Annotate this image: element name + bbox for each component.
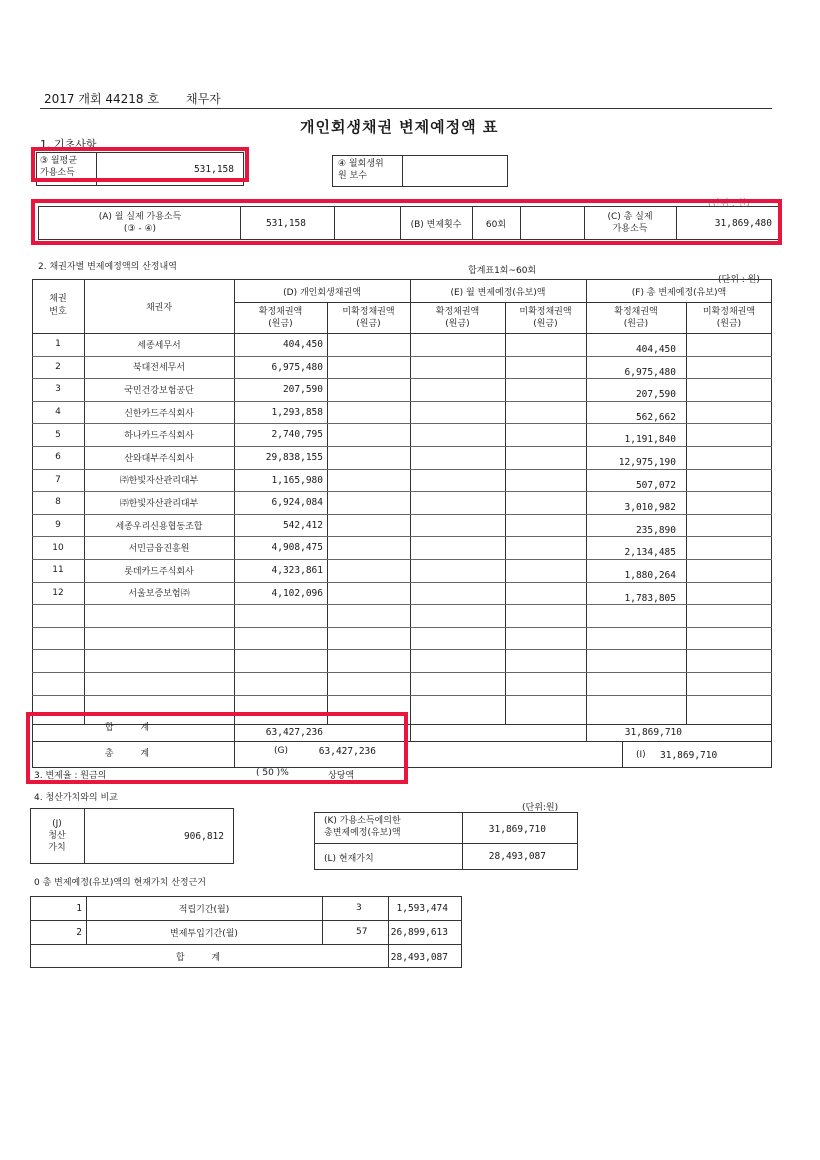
section4-heading: 4. 청산가치와의 비교 <box>34 793 118 803</box>
row-number: 12 <box>52 587 64 598</box>
pv-row-number: 1 <box>76 903 82 914</box>
total-repayment: 1,783,805 <box>624 592 676 604</box>
total-repayment: 2,134,485 <box>624 547 676 559</box>
col-no: 채권 번호 <box>49 294 67 317</box>
pv-row-value: 1,593,474 <box>396 903 448 914</box>
pv-row-months: 3 <box>356 903 362 913</box>
unit-note-1: (단위 : 원) <box>708 199 750 209</box>
section5-heading: 0 총 변제예정(유보)액의 현재가치 산정근거 <box>34 878 206 888</box>
f-confirmed-header: 확정채권액 (원금) <box>614 307 658 329</box>
creditor-name: 북대전세무서 <box>132 363 186 374</box>
total-repayment: 6,975,480 <box>624 366 676 378</box>
k-label: (K) 가용소득에의한 총변제예정(유보)액 <box>324 816 401 838</box>
row-number: 1 <box>55 339 61 350</box>
col-f: (F) 총 변제예정(유보)액 <box>631 287 727 298</box>
liquidation-value: 906,812 <box>183 831 224 842</box>
d-confirmed-header: 확정채권액 (원금) <box>258 307 303 329</box>
row-number: 4 <box>55 407 61 418</box>
pv-row-label: 변제투입기간(월) <box>170 928 238 939</box>
total-repayment: 12,975,190 <box>618 457 676 468</box>
k-value: 31,869,710 <box>488 824 546 835</box>
pv-row-label: 적립기간(월) <box>178 904 230 915</box>
confirmed-claim: 2,740,795 <box>271 429 323 441</box>
page-title: 개인회생채권 변제예정액 표 <box>300 118 499 136</box>
row-number: 11 <box>52 565 64 576</box>
confirmed-claim: 1,165,980 <box>271 474 323 486</box>
sum-label: 합 계 <box>104 722 162 733</box>
row-number: 9 <box>55 520 61 531</box>
confirmed-claim: 1,293,858 <box>271 406 323 418</box>
creditor-name: 하나카드주식회사 <box>124 431 194 442</box>
l-value: 28,493,087 <box>488 851 546 862</box>
total-g-value: 63,427,236 <box>318 746 376 757</box>
col-e: (E) 월 변제예정(유보)액 <box>450 287 546 298</box>
section2-unit: (단위 : 원) <box>718 275 760 285</box>
pv-sum-label: 합 계 <box>175 952 233 963</box>
total-income-label: (C) 총 실제 가용소득 <box>607 212 653 234</box>
total-g-label: (G) <box>274 746 288 756</box>
creditor-name: 세종우리신용협동조합 <box>115 521 203 532</box>
row-number: 8 <box>55 497 61 508</box>
creditor-name: 서민금융진흥원 <box>128 544 190 555</box>
total-repayment: 1,880,264 <box>624 570 676 581</box>
pv-row-number: 2 <box>76 927 82 938</box>
l-label: (L) 현재가치 <box>324 854 374 864</box>
row-number: 2 <box>55 361 61 372</box>
total-repayment: 235,890 <box>635 524 676 536</box>
section2-subnote: 합계표1회~60회 <box>468 266 537 276</box>
debtor-role: 채무자 <box>186 92 221 106</box>
monthly-income-label: ③ 월평균 가용소득 <box>40 156 78 178</box>
confirmed-claim: 4,323,861 <box>271 565 323 576</box>
confirmed-claim: 29,838,155 <box>265 452 323 463</box>
total-repayment: 3,010,982 <box>624 502 676 514</box>
actual-income-label: (A) 월 실제 가용소득 (③ - ④) <box>98 212 182 234</box>
confirmed-claim: 6,975,480 <box>271 361 323 373</box>
confirmed-claim: 542,412 <box>282 519 323 531</box>
f-unconfirmed-header: 미확정채권액 (원금) <box>702 307 756 329</box>
repayment-rate: ( 50 )% <box>256 768 289 778</box>
case-number: 2017 개회 44218 호 <box>44 92 159 106</box>
row-number: 7 <box>55 474 61 485</box>
creditor-name: 산와대부주식회사 <box>124 453 194 464</box>
total-repayment: 207,590 <box>635 389 676 401</box>
creditor-name: 국민건강보험공단 <box>124 385 194 396</box>
sum-d-value: 63,427,236 <box>265 727 323 738</box>
income-row-highlight <box>31 199 782 245</box>
row-number: 3 <box>55 384 61 395</box>
total-label: 총 계 <box>104 748 162 759</box>
creditor-name: 서울보증보험㈜ <box>128 589 190 600</box>
total-repayment: 404,450 <box>635 344 676 355</box>
section1-heading: 1. 기초사항 <box>40 138 97 151</box>
totals-highlight <box>26 712 408 784</box>
total-repayment: 562,662 <box>635 411 676 423</box>
actual-income-value: 531,158 <box>265 218 306 229</box>
e-confirmed-header: 확정채권액 (원금) <box>435 307 480 329</box>
confirmed-claim: 207,590 <box>282 384 323 396</box>
confirmed-claim: 6,924,084 <box>271 497 323 509</box>
total-i-label: (I) <box>636 750 646 760</box>
e-unconfirmed-header: 미확정채권액 (원금) <box>519 307 572 329</box>
col-d: (D) 개인회생채권액 <box>283 287 361 298</box>
confirmed-claim: 404,450 <box>282 339 323 350</box>
section2-heading: 2. 채권자별 변제예정액의 산정내역 <box>38 262 177 272</box>
trustee-fee-label: ④ 월회생위 원 보수 <box>338 159 384 181</box>
creditor-name: ㈜한빛자산관리대부 <box>119 476 199 487</box>
row-number: 5 <box>55 429 61 440</box>
repay-count-label: (B) 변제횟수 <box>410 219 462 230</box>
pv-row-value: 26,899,613 <box>390 927 448 938</box>
total-income-value: 31,869,480 <box>714 218 772 229</box>
creditor-name: 세종세무서 <box>137 340 181 351</box>
repayment-rate-suffix: 상당액 <box>328 771 355 781</box>
col-creditor: 채권자 <box>145 302 173 313</box>
liquidation-label: (J) 청산 가치 <box>48 819 66 853</box>
row-number: 6 <box>55 452 61 463</box>
section4-unit: (단위:원) <box>522 803 559 813</box>
pv-sum-value: 28,493,087 <box>390 952 448 963</box>
total-repayment: 1,191,840 <box>624 434 676 446</box>
total-repayment: 507,072 <box>635 479 676 491</box>
creditor-name: 신한카드주식회사 <box>124 408 194 419</box>
pv-row-months: 57 <box>356 927 368 937</box>
row-number: 10 <box>52 542 64 553</box>
confirmed-claim: 4,908,475 <box>271 542 323 554</box>
creditor-name: 롯데카드주식회사 <box>124 566 194 577</box>
monthly-income-highlight <box>31 147 249 182</box>
repay-count-value: 60회 <box>485 219 507 230</box>
d-unconfirmed-header: 미확정채권액 (원금) <box>342 307 395 329</box>
section3-heading: 3. 변제율 : 원금의 <box>34 771 107 781</box>
total-i-value: 31,869,710 <box>660 750 718 761</box>
sum-f-value: 31,869,710 <box>624 727 682 738</box>
monthly-income-value: 531,158 <box>193 164 234 175</box>
creditor-name: ㈜한빛자산관리대부 <box>119 498 199 509</box>
confirmed-claim: 4,102,096 <box>271 587 323 599</box>
